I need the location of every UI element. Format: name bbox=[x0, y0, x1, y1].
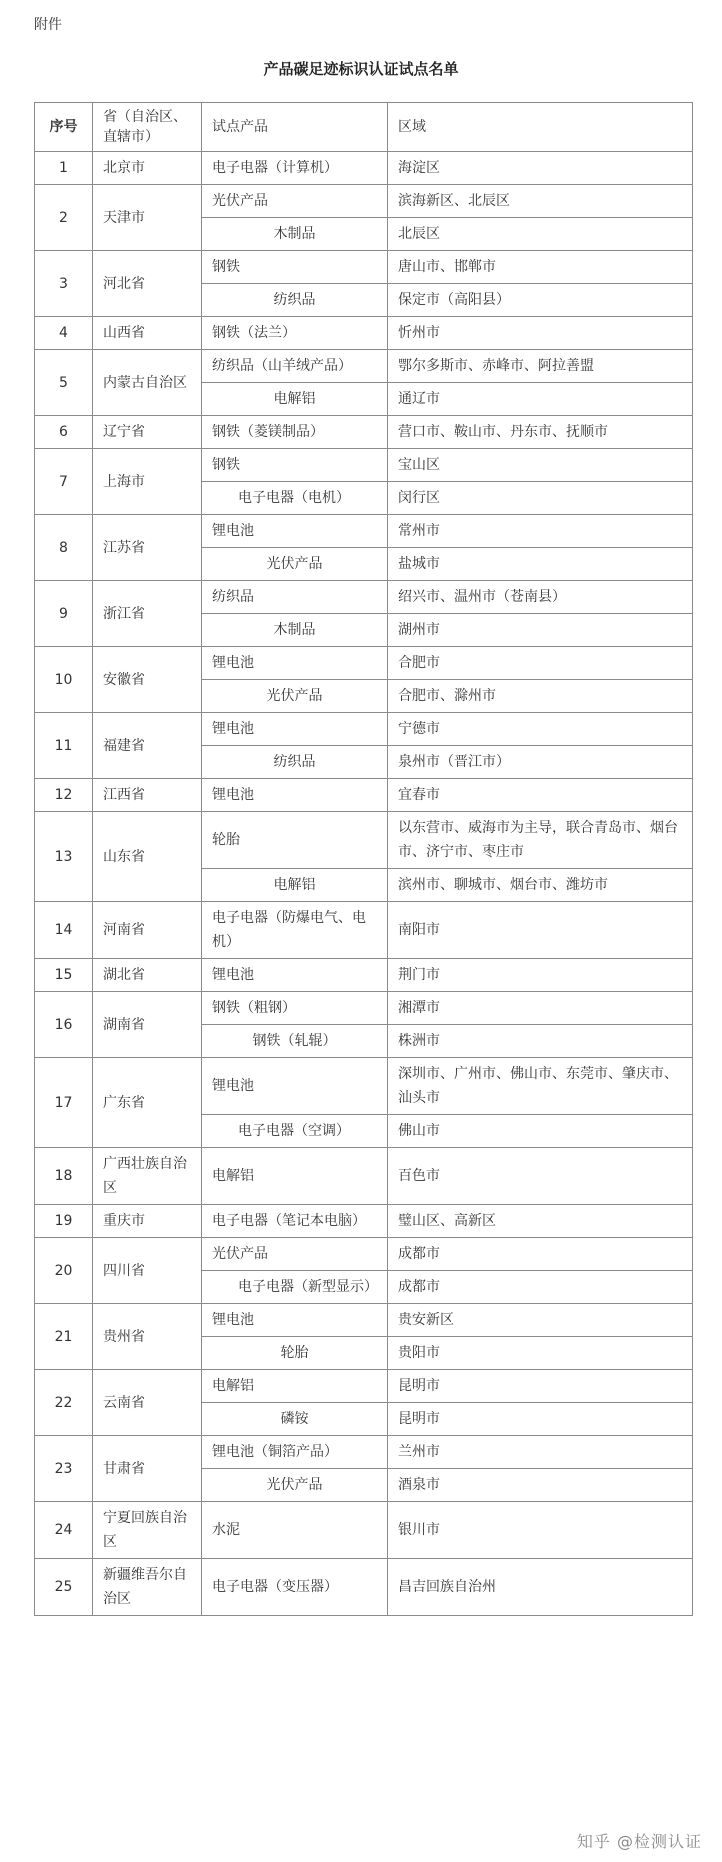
region-cell: 鄂尔多斯市、赤峰市、阿拉善盟 bbox=[388, 350, 693, 383]
product-cell: 钢铁 bbox=[202, 251, 388, 284]
region-cell: 营口市、鞍山市、丹东市、抚顺市 bbox=[388, 416, 693, 449]
product-cell: 光伏产品 bbox=[202, 680, 388, 713]
product-cell: 木制品 bbox=[202, 218, 388, 251]
product-cell: 电子电器（防爆电气、电机） bbox=[202, 902, 388, 959]
region-cell: 璧山区、高新区 bbox=[388, 1205, 693, 1238]
region-cell: 银川市 bbox=[388, 1502, 693, 1559]
province-cell: 湖北省 bbox=[93, 959, 202, 992]
region-cell: 海淀区 bbox=[388, 152, 693, 185]
row-number: 21 bbox=[35, 1304, 93, 1370]
table-row bbox=[35, 515, 693, 548]
product-cell: 钢铁（法兰） bbox=[202, 317, 388, 350]
region-cell: 滨海新区、北辰区 bbox=[388, 185, 693, 218]
province-cell: 河北省 bbox=[93, 251, 202, 317]
product-cell: 磷铵 bbox=[202, 1403, 388, 1436]
table-row bbox=[35, 959, 693, 992]
province-cell: 新疆维吾尔自治区 bbox=[93, 1559, 202, 1616]
product-cell: 电子电器（计算机） bbox=[202, 152, 388, 185]
region-cell: 百色市 bbox=[388, 1148, 693, 1205]
region-cell: 酒泉市 bbox=[388, 1469, 693, 1502]
region-cell: 宝山区 bbox=[388, 449, 693, 482]
table-row bbox=[35, 449, 693, 482]
row-number: 13 bbox=[35, 812, 93, 902]
province-cell: 四川省 bbox=[93, 1238, 202, 1304]
row-number: 5 bbox=[35, 350, 93, 416]
row-number: 9 bbox=[35, 581, 93, 647]
product-cell: 电解铝 bbox=[202, 1370, 388, 1403]
province-cell: 贵州省 bbox=[93, 1304, 202, 1370]
region-cell: 宁德市 bbox=[388, 713, 693, 746]
region-cell: 湖州市 bbox=[388, 614, 693, 647]
province-cell: 宁夏回族自治区 bbox=[93, 1502, 202, 1559]
province-cell: 山西省 bbox=[93, 317, 202, 350]
region-cell: 绍兴市、温州市（苍南县） bbox=[388, 581, 693, 614]
row-number: 14 bbox=[35, 902, 93, 959]
header-no: 序号 bbox=[35, 103, 93, 152]
product-cell: 纺织品 bbox=[202, 746, 388, 779]
row-number: 22 bbox=[35, 1370, 93, 1436]
province-cell: 江苏省 bbox=[93, 515, 202, 581]
region-cell: 泉州市（晋江市） bbox=[388, 746, 693, 779]
row-number: 17 bbox=[35, 1058, 93, 1148]
province-cell: 上海市 bbox=[93, 449, 202, 515]
product-cell: 纺织品（山羊绒产品） bbox=[202, 350, 388, 383]
table-row bbox=[35, 1370, 693, 1403]
product-cell: 电子电器（笔记本电脑） bbox=[202, 1205, 388, 1238]
pilot-list-table bbox=[34, 102, 693, 1616]
attachment-label: 附件 bbox=[34, 17, 62, 33]
product-cell: 锂电池 bbox=[202, 959, 388, 992]
product-cell: 钢铁（菱镁制品） bbox=[202, 416, 388, 449]
table-row bbox=[35, 581, 693, 614]
document-title: 产品碳足迹标识认证试点名单 bbox=[263, 60, 459, 78]
product-cell: 电子电器（电机） bbox=[202, 482, 388, 515]
region-cell: 昆明市 bbox=[388, 1370, 693, 1403]
product-cell: 锂电池 bbox=[202, 779, 388, 812]
row-number: 4 bbox=[35, 317, 93, 350]
province-cell: 广东省 bbox=[93, 1058, 202, 1148]
region-cell: 株洲市 bbox=[388, 1025, 693, 1058]
product-cell: 电子电器（空调） bbox=[202, 1115, 388, 1148]
region-cell: 常州市 bbox=[388, 515, 693, 548]
province-cell: 安徽省 bbox=[93, 647, 202, 713]
row-number: 23 bbox=[35, 1436, 93, 1502]
row-number: 2 bbox=[35, 185, 93, 251]
region-cell: 湘潭市 bbox=[388, 992, 693, 1025]
row-number: 12 bbox=[35, 779, 93, 812]
product-cell: 锂电池（铜箔产品） bbox=[202, 1436, 388, 1469]
product-cell: 木制品 bbox=[202, 614, 388, 647]
table-row bbox=[35, 713, 693, 746]
product-cell: 锂电池 bbox=[202, 1304, 388, 1337]
row-number: 20 bbox=[35, 1238, 93, 1304]
province-cell: 广西壮族自治区 bbox=[93, 1148, 202, 1205]
province-cell: 辽宁省 bbox=[93, 416, 202, 449]
table-row bbox=[35, 1058, 693, 1115]
product-cell: 纺织品 bbox=[202, 581, 388, 614]
region-cell: 闵行区 bbox=[388, 482, 693, 515]
region-cell: 荆门市 bbox=[388, 959, 693, 992]
product-cell: 光伏产品 bbox=[202, 548, 388, 581]
province-cell: 内蒙古自治区 bbox=[93, 350, 202, 416]
province-cell: 山东省 bbox=[93, 812, 202, 902]
product-cell: 电解铝 bbox=[202, 869, 388, 902]
header-region: 区域 bbox=[388, 103, 693, 152]
row-number: 7 bbox=[35, 449, 93, 515]
watermark: 知乎 @检测认证 bbox=[576, 1832, 702, 1851]
table-row bbox=[35, 1559, 693, 1616]
region-cell: 贵安新区 bbox=[388, 1304, 693, 1337]
table-row bbox=[35, 185, 693, 218]
table-row bbox=[35, 902, 693, 959]
product-cell: 光伏产品 bbox=[202, 1469, 388, 1502]
province-cell: 北京市 bbox=[93, 152, 202, 185]
product-cell: 锂电池 bbox=[202, 515, 388, 548]
row-number: 1 bbox=[35, 152, 93, 185]
product-cell: 钢铁 bbox=[202, 449, 388, 482]
table-row bbox=[35, 1436, 693, 1469]
table-header-row bbox=[35, 103, 693, 152]
table-row bbox=[35, 350, 693, 383]
header-province: 省（自治区、直辖市） bbox=[93, 103, 202, 152]
region-cell: 贵阳市 bbox=[388, 1337, 693, 1370]
region-cell: 兰州市 bbox=[388, 1436, 693, 1469]
product-cell: 电子电器（新型显示） bbox=[202, 1271, 388, 1304]
row-number: 25 bbox=[35, 1559, 93, 1616]
region-cell: 北辰区 bbox=[388, 218, 693, 251]
province-cell: 江西省 bbox=[93, 779, 202, 812]
province-cell: 重庆市 bbox=[93, 1205, 202, 1238]
region-cell: 忻州市 bbox=[388, 317, 693, 350]
row-number: 3 bbox=[35, 251, 93, 317]
product-cell: 轮胎 bbox=[202, 1337, 388, 1370]
region-cell: 深圳市、广州市、佛山市、东莞市、肇庆市、汕头市 bbox=[388, 1058, 693, 1115]
product-cell: 光伏产品 bbox=[202, 1238, 388, 1271]
header-product: 试点产品 bbox=[202, 103, 388, 152]
row-number: 24 bbox=[35, 1502, 93, 1559]
product-cell: 纺织品 bbox=[202, 284, 388, 317]
province-cell: 甘肃省 bbox=[93, 1436, 202, 1502]
product-cell: 钢铁（粗钢） bbox=[202, 992, 388, 1025]
row-number: 10 bbox=[35, 647, 93, 713]
table-row bbox=[35, 992, 693, 1025]
province-cell: 湖南省 bbox=[93, 992, 202, 1058]
region-cell: 佛山市 bbox=[388, 1115, 693, 1148]
region-cell: 通辽市 bbox=[388, 383, 693, 416]
region-cell: 成都市 bbox=[388, 1271, 693, 1304]
product-cell: 锂电池 bbox=[202, 713, 388, 746]
product-cell: 电解铝 bbox=[202, 383, 388, 416]
table-row bbox=[35, 1502, 693, 1559]
table-row bbox=[35, 1238, 693, 1271]
region-cell: 成都市 bbox=[388, 1238, 693, 1271]
table-row bbox=[35, 647, 693, 680]
region-cell: 以东营市、威海市为主导，联合青岛市、烟台市、济宁市、枣庄市 bbox=[388, 812, 693, 869]
table-row bbox=[35, 251, 693, 284]
product-cell: 水泥 bbox=[202, 1502, 388, 1559]
province-cell: 福建省 bbox=[93, 713, 202, 779]
product-cell: 轮胎 bbox=[202, 812, 388, 869]
product-cell: 锂电池 bbox=[202, 647, 388, 680]
product-cell: 钢铁（轧辊） bbox=[202, 1025, 388, 1058]
product-cell: 电子电器（变压器） bbox=[202, 1559, 388, 1616]
table-row bbox=[35, 152, 693, 185]
row-number: 15 bbox=[35, 959, 93, 992]
table-row bbox=[35, 1148, 693, 1205]
row-number: 6 bbox=[35, 416, 93, 449]
region-cell: 滨州市、聊城市、烟台市、潍坊市 bbox=[388, 869, 693, 902]
product-cell: 光伏产品 bbox=[202, 185, 388, 218]
table-row bbox=[35, 812, 693, 869]
region-cell: 昆明市 bbox=[388, 1403, 693, 1436]
product-cell: 电解铝 bbox=[202, 1148, 388, 1205]
region-cell: 南阳市 bbox=[388, 902, 693, 959]
table-row bbox=[35, 1304, 693, 1337]
row-number: 8 bbox=[35, 515, 93, 581]
row-number: 16 bbox=[35, 992, 93, 1058]
region-cell: 宜春市 bbox=[388, 779, 693, 812]
table-row bbox=[35, 416, 693, 449]
province-cell: 天津市 bbox=[93, 185, 202, 251]
product-cell: 锂电池 bbox=[202, 1058, 388, 1115]
row-number: 11 bbox=[35, 713, 93, 779]
province-cell: 云南省 bbox=[93, 1370, 202, 1436]
table-row bbox=[35, 317, 693, 350]
table-row bbox=[35, 1205, 693, 1238]
row-number: 19 bbox=[35, 1205, 93, 1238]
region-cell: 合肥市 bbox=[388, 647, 693, 680]
province-cell: 河南省 bbox=[93, 902, 202, 959]
region-cell: 盐城市 bbox=[388, 548, 693, 581]
region-cell: 昌吉回族自治州 bbox=[388, 1559, 693, 1616]
region-cell: 保定市（高阳县） bbox=[388, 284, 693, 317]
province-cell: 浙江省 bbox=[93, 581, 202, 647]
row-number: 18 bbox=[35, 1148, 93, 1205]
region-cell: 合肥市、滁州市 bbox=[388, 680, 693, 713]
table-row bbox=[35, 779, 693, 812]
region-cell: 唐山市、邯郸市 bbox=[388, 251, 693, 284]
